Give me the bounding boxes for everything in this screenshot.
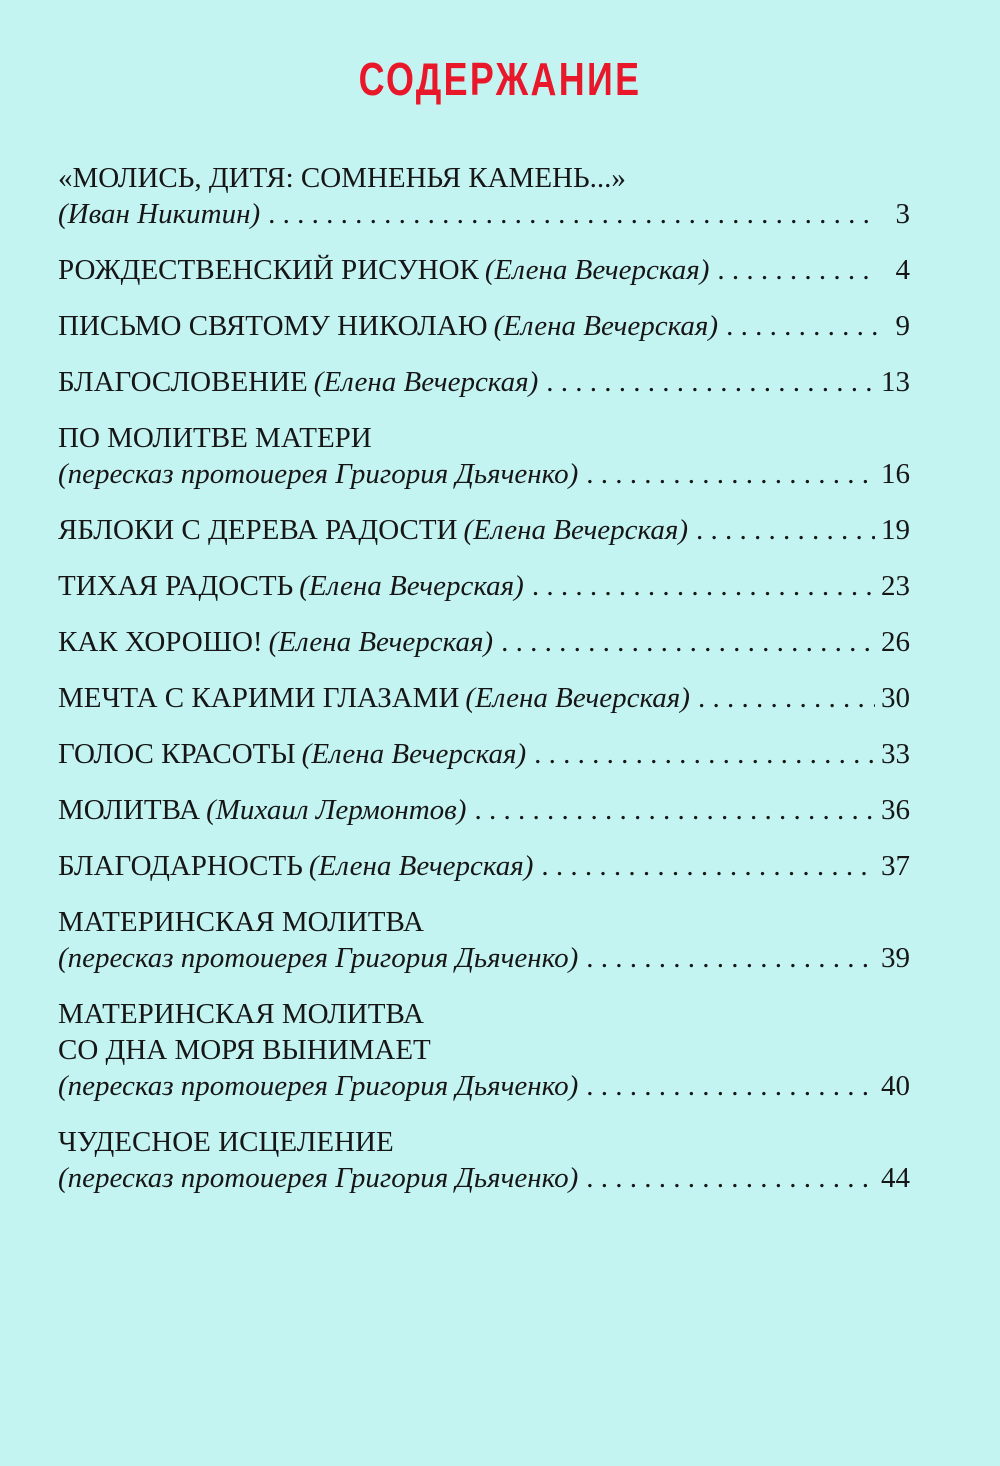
dot-leader	[696, 512, 875, 548]
dot-leader	[268, 196, 878, 232]
entry-title: БЛАГОСЛОВЕНИЕ	[58, 366, 308, 398]
entry-author: (Елена Вечерская)	[299, 570, 524, 602]
entry-title: ЧУДЕСНОЕ ИСЦЕЛЕНИЕ	[58, 1126, 394, 1158]
entry-title: БЛАГОДАРНОСТЬ	[58, 850, 303, 882]
page-number: 36	[881, 794, 910, 826]
entry-author: (Елена Вечерская)	[308, 850, 534, 882]
toc-final-line	[58, 624, 910, 660]
entry-author: (Елена Вечерская)	[268, 626, 494, 658]
entry-author: (пересказ протоиерея Григория Дьяченко)	[58, 458, 579, 490]
page-number: 13	[881, 366, 910, 398]
toc-entry	[58, 512, 910, 548]
page-number: 4	[895, 254, 910, 286]
dot-leader	[501, 624, 875, 660]
page-number: 23	[881, 570, 910, 602]
toc-entry	[58, 420, 910, 492]
entry-author: (Иван Никитин)	[58, 198, 261, 230]
toc-entry	[58, 848, 910, 884]
dot-leader	[586, 1068, 875, 1104]
page-number: 40	[881, 1070, 910, 1102]
dot-leader	[534, 736, 875, 772]
entry-title: КАК ХОРОШО!	[58, 626, 263, 658]
entry-author: (Елена Вечерская)	[465, 682, 690, 714]
entry-title: СО ДНА МОРЯ ВЫНИМАЕТ	[58, 1034, 431, 1066]
toc-final-line	[58, 1160, 910, 1196]
toc-title-line	[58, 1124, 910, 1160]
dot-leader	[586, 1160, 875, 1196]
dot-leader	[546, 364, 875, 400]
toc-entry	[58, 792, 910, 828]
entry-title: МЕЧТА С КАРИМИ ГЛАЗАМИ	[58, 682, 460, 714]
toc-final-line	[58, 568, 910, 604]
toc-final-line	[58, 196, 910, 232]
toc-entry	[58, 904, 910, 976]
page-number: 39	[881, 942, 910, 974]
dot-leader	[586, 456, 875, 492]
entry-title: ПО МОЛИТВЕ МАТЕРИ	[58, 422, 372, 454]
page-number: 3	[895, 198, 910, 230]
entry-title: МАТЕРИНСКАЯ МОЛИТВА	[58, 906, 424, 938]
toc-final-line	[58, 680, 910, 716]
page-number: 44	[881, 1162, 910, 1194]
toc-entry	[58, 252, 910, 288]
toc-final-line	[58, 736, 910, 772]
page-number: 16	[881, 458, 910, 490]
entry-title: ПИСЬМО СВЯТОМУ НИКОЛАЮ	[58, 310, 488, 342]
entry-author: (Елена Вечерская)	[301, 738, 527, 770]
toc-entry	[58, 308, 910, 344]
page-title: СОДЕРЖАНИЕ	[358, 53, 642, 105]
entry-title: РОЖДЕСТВЕНСКИЙ РИСУНОК	[58, 254, 479, 286]
entry-title: МОЛИТВА	[58, 794, 201, 826]
page-number: 37	[881, 850, 910, 882]
dot-leader	[474, 792, 875, 828]
toc-entry	[58, 160, 910, 232]
toc-entry	[58, 624, 910, 660]
entry-title: «МОЛИСЬ, ДИТЯ: СОМНЕНЬЯ КАМЕНЬ...»	[58, 162, 626, 194]
toc-final-line	[58, 848, 910, 884]
toc-title-line	[58, 160, 910, 196]
toc-title-line	[58, 1032, 910, 1068]
entry-title: ГОЛОС КРАСОТЫ	[58, 738, 296, 770]
toc-entry	[58, 364, 910, 400]
dot-leader	[541, 848, 875, 884]
toc-entry	[58, 736, 910, 772]
dot-leader	[717, 252, 878, 288]
page-number: 26	[881, 626, 910, 658]
entry-author: (пересказ протоиерея Григория Дьяченко)	[58, 1070, 579, 1102]
entry-author: (Елена Вечерская)	[463, 514, 689, 546]
dot-leader	[586, 940, 875, 976]
page-number: 9	[895, 310, 910, 342]
toc-title-line	[58, 904, 910, 940]
toc-entry	[58, 680, 910, 716]
entry-author: (Елена Вечерская)	[484, 254, 710, 286]
page-number: 19	[881, 514, 910, 546]
toc-title-line	[58, 420, 910, 456]
toc-final-line	[58, 364, 910, 400]
page-number: 30	[881, 682, 910, 714]
toc-final-line	[58, 252, 910, 288]
toc-entry	[58, 1124, 910, 1196]
toc-final-line	[58, 456, 910, 492]
entry-author: (Михаил Лермонтов)	[206, 794, 467, 826]
toc-final-line	[58, 792, 910, 828]
entry-title: ТИХАЯ РАДОСТЬ	[58, 570, 294, 602]
toc-title-line	[58, 996, 910, 1032]
toc-final-line	[58, 308, 910, 344]
page-number: 33	[881, 738, 910, 770]
toc-final-line	[58, 512, 910, 548]
dot-leader	[698, 680, 875, 716]
toc-final-line	[58, 1068, 910, 1104]
toc-entry	[58, 996, 910, 1104]
toc-entry	[58, 568, 910, 604]
entry-author: (пересказ протоиерея Григория Дьяченко)	[58, 942, 579, 974]
entry-author: (пересказ протоиерея Григория Дьяченко)	[58, 1162, 579, 1194]
table-of-contents	[58, 160, 910, 1196]
entry-title: МАТЕРИНСКАЯ МОЛИТВА	[58, 998, 424, 1030]
toc-final-line	[58, 940, 910, 976]
entry-author: (Елена Вечерская)	[493, 310, 719, 342]
dot-leader	[726, 308, 878, 344]
entry-author: (Елена Вечерская)	[313, 366, 539, 398]
entry-title: ЯБЛОКИ С ДЕРЕВА РАДОСТИ	[58, 514, 458, 546]
dot-leader	[532, 568, 875, 604]
